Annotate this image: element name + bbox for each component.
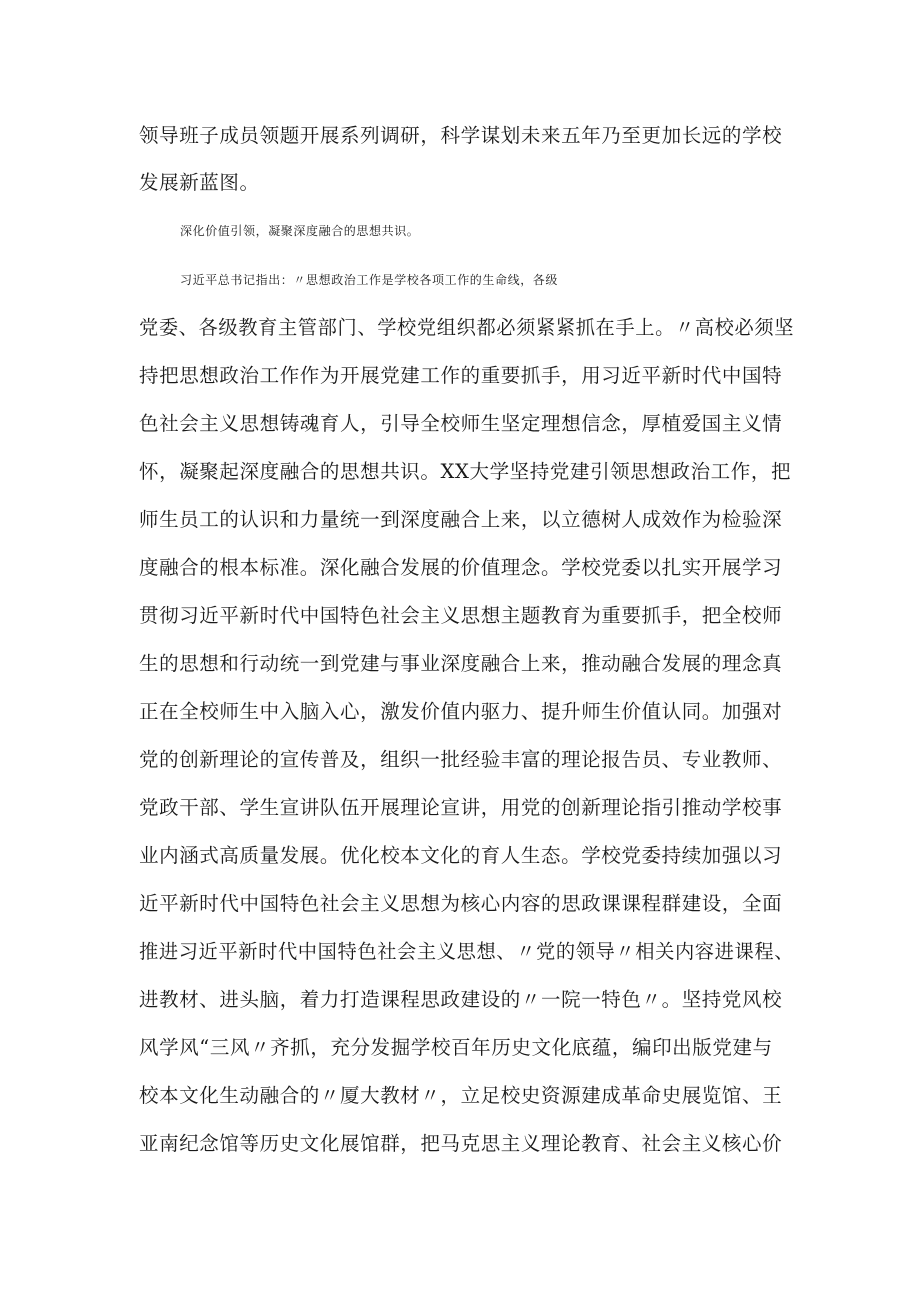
paragraph-line-12: 生的思想和行动统一到党建与事业深度融合上来，推动融合发展的理念真 bbox=[139, 652, 783, 675]
paragraph-line-8: 怀，凝聚起深度融合的思想共识。XX大学坚持党建引领思想政治工作，把 bbox=[139, 460, 792, 483]
paragraph-line-19: 进教材、进头脑，着力打造课程思政建设的〃一院一特色〃。坚持党风校 bbox=[139, 988, 783, 1011]
paragraph-line-6: 持把思想政治工作作为开展党建工作的重要抓手，用习近平新时代中国特 bbox=[139, 364, 783, 387]
paragraph-line-16: 业内涵式高质量发展。优化校本文化的育人生态。学校党委持续加强以习 bbox=[139, 844, 783, 867]
paragraph-line-5: 党委、各级教育主管部门、学校党组织都必须紧紧抓在手上。〃高校必须坚 bbox=[139, 316, 795, 339]
paragraph-line-4: 习近平总书记指出：〃思想政治工作是学校各项工作的生命线，各级 bbox=[180, 273, 559, 287]
paragraph-line-2: 发展新蓝图。 bbox=[139, 171, 260, 194]
paragraph-line-20: 风学风“三风〃齐抓，充分发掘学校百年历史文化底蕴，编印出版党建与 bbox=[139, 1036, 773, 1059]
paragraph-line-22: 亚南纪念馆等历史文化展馆群，把马克思主义理论教育、社会主义核心价 bbox=[139, 1132, 783, 1155]
paragraph-line-11: 贯彻习近平新时代中国特色社会主义思想主题教育为重要抓手，把全校师 bbox=[139, 604, 783, 627]
paragraph-line-18: 推进习近平新时代中国特色社会主义思想、〃党的领导〃相关内容进课程、 bbox=[139, 940, 795, 963]
paragraph-line-14: 党的创新理论的宣传普及，组织一批经验丰富的理论报告员、专业教师、 bbox=[139, 748, 783, 771]
paragraph-line-15: 党政干部、学生宣讲队伍开展理论宣讲，用党的创新理论指引推动学校事 bbox=[139, 796, 783, 819]
paragraph-line-7: 色社会主义思想铸魂育人，引导全校师生坚定理想信念，厚植爱国主义情 bbox=[139, 412, 783, 435]
paragraph-line-10: 度融合的根本标准。深化融合发展的价值理念。学校党委以扎实开展学习 bbox=[139, 556, 783, 579]
paragraph-line-13: 正在全校师生中入脑入心，激发价值内驱力、提升师生价值认同。加强对 bbox=[139, 700, 783, 723]
paragraph-line-9: 师生员工的认识和力量统一到深度融合上来，以立德树人成效作为检验深 bbox=[139, 508, 783, 531]
paragraph-line-1: 领导班子成员领题开展系列调研，科学谋划未来五年乃至更加长远的学校 bbox=[139, 124, 783, 147]
section-heading: 深化价值引领，凝聚深度融合的思想共识。 bbox=[180, 224, 420, 238]
paragraph-line-21: 校本文化生动融合的〃厦大教材〃，立足校史资源建成革命史展览馆、王 bbox=[139, 1084, 783, 1107]
paragraph-line-17: 近平新时代中国特色社会主义思想为核心内容的思政课课程群建设，全面 bbox=[139, 892, 783, 915]
